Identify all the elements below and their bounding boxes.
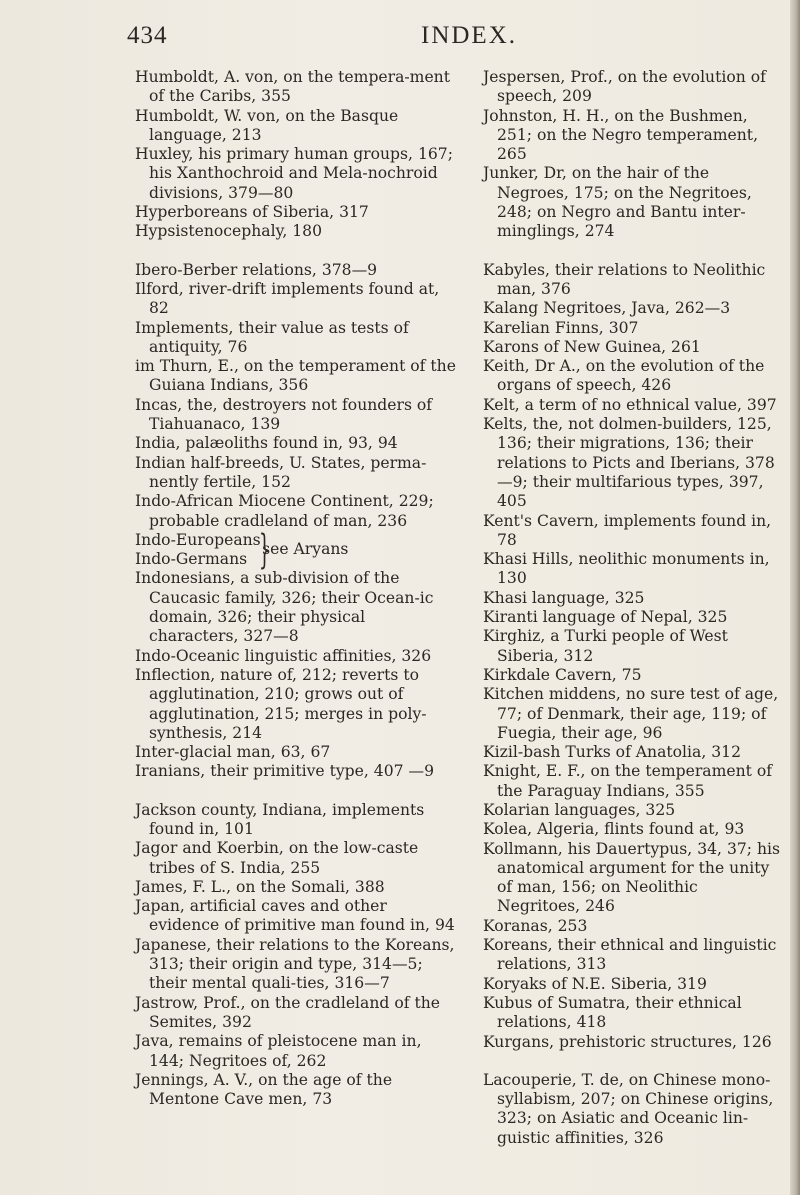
index-entry: Jennings, A. V., on the age of the Mentone Cave men, 73 <box>135 1070 393 1109</box>
index-entry: Lacouperie, T. de, on Chinese mono-syllabism, 207; on Chinese origins, 323; on Asiatic and Oceanic lin-guistic affinities, 326 <box>483 1070 774 1147</box>
index-entry: Japan, artificial caves and other evidence of primitive man found in, 94 <box>135 897 455 935</box>
index-entry: Indo-Oceanic linguistic affinities, 326 <box>135 646 432 665</box>
index-entry: Johnston, H. H., on the Bushmen, 251; on the Negro temperament, 265 <box>483 106 759 164</box>
index-entry: Inter-glacial man, 63, 67 <box>135 743 331 762</box>
index-entry: Kelts, the, not dolmen-builders, 125, 136; their migrations, 136; their relations to Picts and Iberians, 378 —9; their multifarious types, 397, 405 <box>483 415 775 511</box>
brace-glyph: } <box>258 527 270 574</box>
index-entry: Koreans, their ethnical and linguistic relations, 313 <box>483 936 777 974</box>
page-title: INDEX. <box>421 22 518 49</box>
index-entry: Junker, Dr, on the hair of the Negroes, 175; on the Negritoes, 248; on Negro and Bantu inter-minglings, 274 <box>483 164 752 241</box>
running-header <box>0 22 790 52</box>
index-entry: Knight, E. F., on the temperament of the Paraguay Indians, 355 <box>483 762 773 800</box>
index-entry: Khasi language, 325 <box>483 588 645 607</box>
index-entry: Karons of New Guinea, 261 <box>483 337 701 356</box>
index-entry: India, palæoliths found in, 93, 94 <box>135 434 398 453</box>
index-letter-group <box>483 261 781 1052</box>
index-entry: Incas, the, destroyers not founders of Tiahuanaco, 139 <box>135 395 433 434</box>
index-entry: Jagor and Koerbin, on the low-caste tribes of S. India, 255 <box>135 839 419 877</box>
index-entry: Kollmann, his Dauertypus, 34, 37; his anatomical argument for the unity of man, 156; on Neolithic Negritoes, 246 <box>483 839 781 916</box>
page-edge-shadow <box>790 0 800 1195</box>
index-entry: Kolea, Algeria, flints found at, 93 <box>483 820 745 839</box>
left-index-column <box>135 68 457 1128</box>
index-entry: James, F. L., on the Somali, 388 <box>135 877 385 896</box>
index-letter-group <box>135 261 457 782</box>
index-letter-group <box>483 68 781 242</box>
index-entry: im Thurn, E., on the temperament of the Guiana Indians, 356 <box>135 357 456 395</box>
cross-reference-target: see Aryans <box>262 540 349 559</box>
index-entry: Kirkdale Cavern, 75 <box>483 665 642 684</box>
index-entry: Kabyles, their relations to Neolithic man, 376 <box>483 260 766 298</box>
index-entry: Kelt, a term of no ethnical value, 397 <box>483 395 777 414</box>
index-entry: Japanese, their relations to the Koreans, 313; their origin and type, 314—5; their mental quali-ties, 316—7 <box>135 935 455 993</box>
index-entry: Koryaks of N.E. Siberia, 319 <box>483 974 707 993</box>
index-entry: Hypsistenocephaly, 180 <box>135 222 322 241</box>
index-entry: Indonesians, a sub-division of the Caucasic family, 326; their Ocean-ic domain, 326; their physical characters, 327—8 <box>135 569 434 646</box>
cross-reference-term: Indo-Germans <box>135 550 248 569</box>
index-entry: Indo-African Miocene Continent, 229; probable cradleland of man, 236 <box>135 492 434 530</box>
page-number: 434 <box>127 22 168 49</box>
index-entry: Java, remains of pleistocene man in, 144; Negritoes of, 262 <box>135 1032 422 1070</box>
index-entry: Jespersen, Prof., on the evolution of speech, 209 <box>483 68 766 106</box>
index-entry: Keith, Dr A., on the evolution of the organs of speech, 426 <box>483 357 765 395</box>
index-entry: Kubus of Sumatra, their ethnical relations, 418 <box>483 993 742 1032</box>
index-entry: Kiranti language of Nepal, 325 <box>483 608 728 627</box>
index-entry: Kalang Negritoes, Java, 262—3 <box>483 299 731 318</box>
index-entry: Kizil-bash Turks of Anatolia, 312 <box>483 743 742 762</box>
index-entry: Inflection, nature of, 212; reverts to agglutination, 210; grows out of agglutination, 215; merges in poly-synthesis, 214 <box>135 665 427 742</box>
index-entry: Implements, their value as tests of antiquity, 76 <box>135 318 409 356</box>
index-entry-cross-reference <box>135 527 457 574</box>
index-entry: Jastrow, Prof., on the cradleland of the Semites, 392 <box>135 993 440 1031</box>
index-entry: Khasi Hills, neolithic monuments in, 130 <box>483 550 770 588</box>
index-entry: Indian half-breeds, U. States, perma-nently fertile, 152 <box>135 453 427 491</box>
index-entry: Ibero-Berber relations, 378—9 <box>135 260 378 279</box>
index-letter-group <box>483 1071 781 1148</box>
index-entry: Humboldt, A. von, on the tempera-ment of the Caribs, 355 <box>135 68 450 106</box>
cross-reference-term: Indo-Europeans <box>135 530 261 549</box>
index-entry: Kent's Cavern, implements found in, 78 <box>483 511 772 549</box>
index-entry: Humboldt, W. von, on the Basque language, 213 <box>135 106 399 144</box>
index-entry: Jackson county, Indiana, implements found in, 101 <box>135 800 425 838</box>
index-entry: Karelian Finns, 307 <box>483 318 639 337</box>
right-index-column <box>483 68 781 1167</box>
index-entry: Kolarian languages, 325 <box>483 800 676 819</box>
index-entry: Iranians, their primitive type, 407 —9 <box>135 762 435 781</box>
index-entry: Ilford, river-drift implements found at, 82 <box>135 279 440 318</box>
index-entry: Huxley, his primary human groups, 167; his Xanthochroid and Mela-nochroid divisions, 379—80 <box>135 145 453 202</box>
index-entry: Koranas, 253 <box>483 916 588 935</box>
index-entry: Kurgans, prehistoric structures, 126 <box>483 1032 772 1051</box>
index-letter-group <box>135 801 457 1110</box>
index-entry: Kirghiz, a Turki people of West Siberia, 312 <box>483 627 728 665</box>
index-entry: Kitchen middens, no sure test of age, 77; of Denmark, their age, 119; of Fuegia, their age, 96 <box>483 685 779 742</box>
index-letter-group <box>135 68 457 242</box>
index-entry: Hyperboreans of Siberia, 317 <box>135 203 369 222</box>
